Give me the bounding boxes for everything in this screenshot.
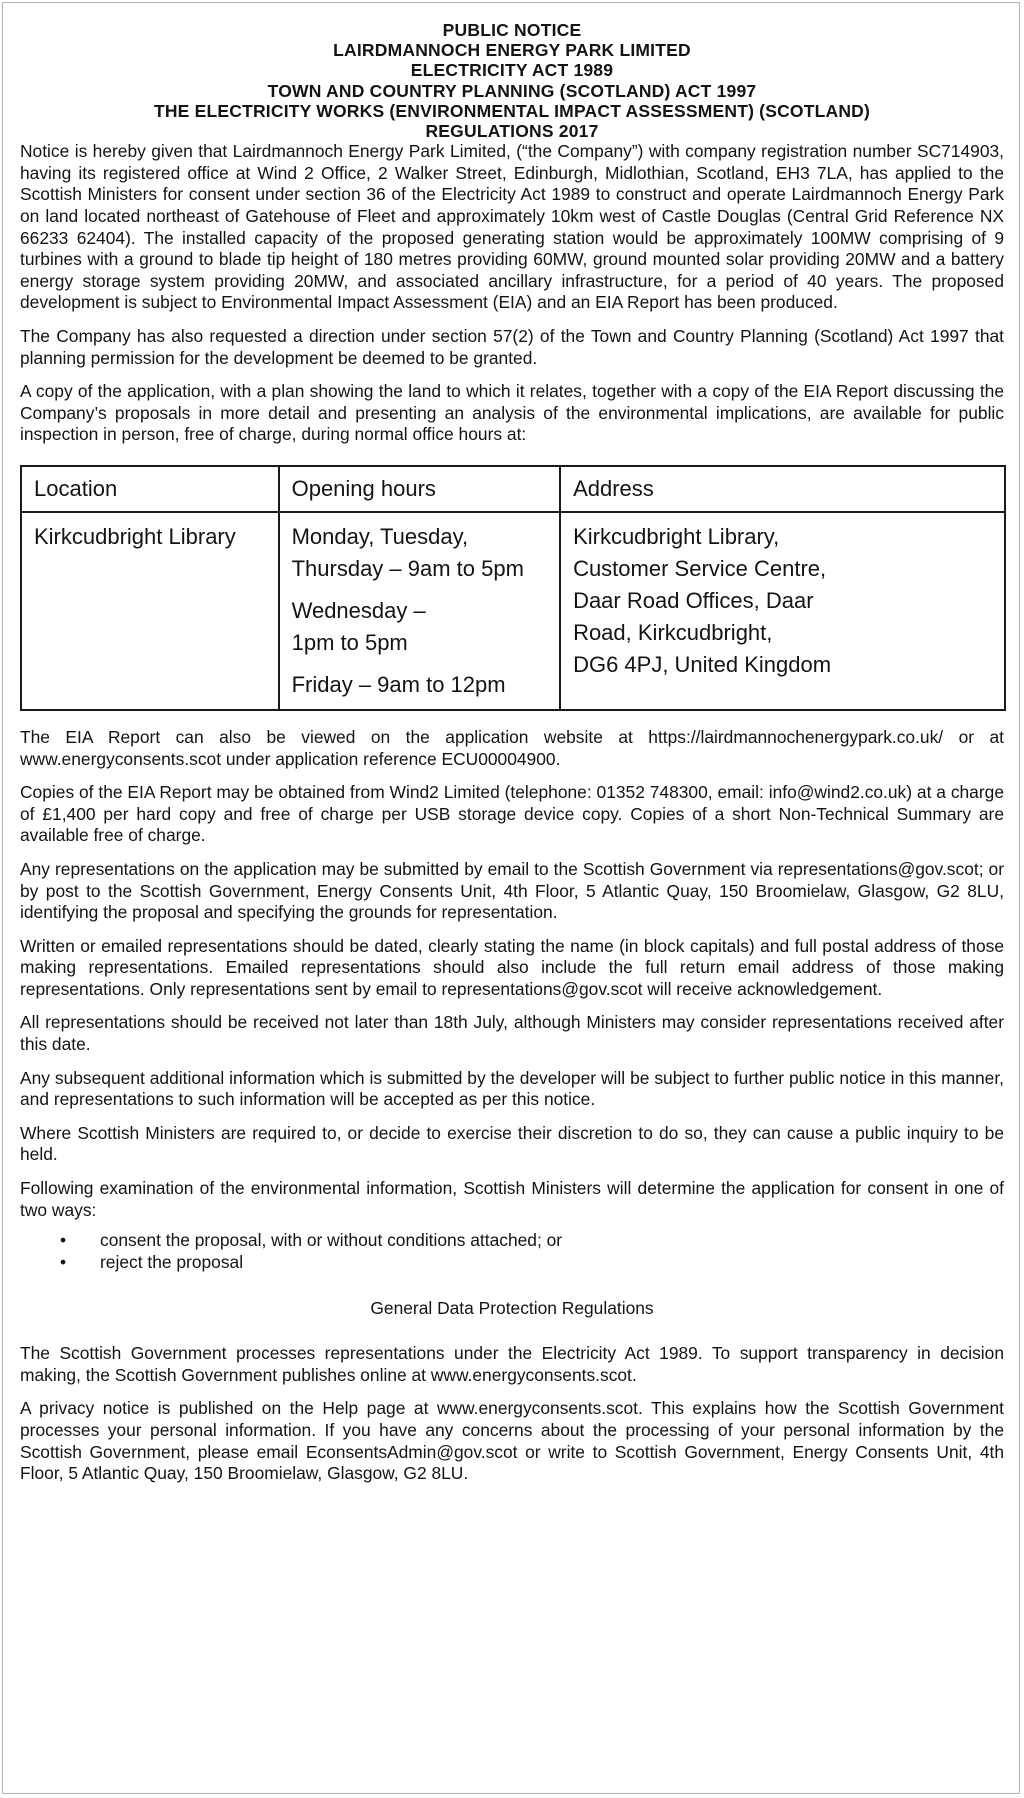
public-notice	[20, 20, 1004, 1485]
body-paragraph: The EIA Report can also be viewed on the application website at https://lairdmannochenergypark.co.uk/ or at www.energyconsents.scot under application reference ECU00004900.	[20, 726, 1004, 769]
location-name: Kirkcudbright Library	[34, 523, 236, 549]
intro-paragraph: A copy of the application, with a plan showing the land to which it relates, together with a copy of the EIA Report discussing the Company’s proposals in more detail and presenting an analysis of the environmental implications, are available for public inspection in person, free of charge, during normal office hours at:	[20, 381, 1004, 445]
option-text: consent the proposal, with or without conditions attached; or	[100, 1230, 563, 1251]
notice-heading	[20, 20, 1004, 141]
list-item	[60, 1229, 1004, 1251]
location-cell	[21, 512, 279, 710]
hours-line: 1pm to 5pm	[291, 629, 408, 655]
column-header-location: Location	[21, 466, 279, 512]
body-paragraph: Following examination of the environmental information, Scottish Ministers will determine the application for consent in one of two ways:	[20, 1178, 1004, 1220]
hours-line: Monday, Tuesday,	[291, 523, 469, 549]
body-paragraph: Written or emailed representations should be dated, clearly stating the name (in block capitals) and full postal address of those making representations. Emailed representations should also include the full return email address of those making representations. Only representations sent by email to representations@gov.scot will receive acknowledgement.	[20, 935, 1004, 999]
hours-line: Thursday – 9am to 5pm	[291, 555, 524, 581]
address-cell	[560, 512, 1005, 710]
body-paragraph: Copies of the EIA Report may be obtained from Wind2 Limited (telephone: 01352 748300, email: info@wind2.co.uk) at a charge of £1,400 per hard copy and free of charge per USB storage device copy. Copies of a short Non-Technical Summary are available free of charge.	[20, 782, 1004, 846]
heading-line: ELECTRICITY ACT 1989	[410, 60, 614, 81]
intro-paragraph: Notice is hereby given that Lairdmannoch Energy Park Limited, (“the Company”) with company registration number SC714903, having its registered office at Wind 2 Office, 2 Walker Street, Edinburgh, Midlothian, Scotland, EH3 7LA, has applied to the Scottish Ministers for consent under section 36 of the Electricity Act 1989 to construct and operate Lairdmannoch Energy Park on land located northeast of Gatehouse of Fleet and approximately 10km west of Castle Douglas (Central Grid Reference NX 66233 62404). The installed capacity of the proposed generating station would be approximately 100MW comprising of 9 turbines with a ground to blade tip height of 180 metres providing 60MW, ground mounted solar providing 20MW and a battery energy storage system providing 20MW, and associated ancillary infrastructure, for a period of 40 years. The proposed development is subject to Environmental Impact Assessment (EIA) and an EIA Report has been produced.	[20, 141, 1004, 313]
body-paragraph: Any subsequent additional information which is submitted by the developer will be subject to further public notice in this manner, and representations to such information will be accepted as per this notice.	[20, 1067, 1004, 1110]
heading-line: PUBLIC NOTICE	[442, 20, 582, 40]
hours-line: Wednesday –	[291, 597, 426, 623]
body-paragraph: Where Scottish Ministers are required to, or decide to exercise their discretion to do so, they can cause a public inquiry to be held.	[20, 1122, 1004, 1165]
intro-paragraph: The Company has also requested a direction under section 57(2) of the Town and Country Planning (Scotland) Act 1997 that planning permission for the development be deemed to be granted.	[20, 325, 1004, 368]
body-paragraph: All representations should be received not later than 18th July, although Ministers may consider representations received after this date.	[20, 1012, 1004, 1055]
column-header-opening-hours: Opening hours	[279, 466, 560, 512]
hours-entry	[292, 669, 547, 701]
address-line: Kirkcudbright Library,	[573, 523, 780, 549]
address-line: Road, Kirkcudbright,	[573, 619, 773, 645]
address-line: DG6 4PJ, United Kingdom	[573, 651, 832, 677]
body-paragraph: Any representations on the application may be submitted by email to the Scottish Government via representations@gov.scot; or by post to the Scottish Government, Energy Consents Unit, 4th Floor, 5 Atlantic Quay, 150 Broomielaw, Glasgow, G2 8LU, identifying the proposal and specifying the grounds for representation.	[20, 858, 1004, 923]
address-line: Customer Service Centre,	[573, 555, 827, 581]
hours-line: Friday – 9am to 12pm	[291, 671, 506, 697]
address-line: Daar Road Offices, Daar	[573, 587, 814, 613]
heading-line: REGULATIONS 2017	[425, 121, 599, 142]
gdpr-heading: General Data Protection Regulations	[370, 1298, 654, 1319]
opening-hours-cell	[279, 512, 560, 710]
column-header-address: Address	[560, 466, 1005, 512]
table-header-row	[21, 466, 1005, 512]
hours-entry	[292, 595, 547, 659]
heading-line: LAIRDMANNOCH ENERGY PARK LIMITED	[333, 40, 691, 61]
decision-options-list	[60, 1229, 1004, 1273]
bullet-icon: •	[60, 1252, 67, 1273]
gdpr-paragraph: The Scottish Government processes representations under the Electricity Act 1989. To support transparency in decision making, the Scottish Government publishes online at www.energyconsents.scot.	[20, 1343, 1004, 1385]
list-item	[60, 1251, 1004, 1273]
option-text: reject the proposal	[100, 1252, 244, 1273]
heading-line: TOWN AND COUNTRY PLANNING (SCOTLAND) ACT 1997	[267, 80, 757, 101]
gdpr-paragraph: A privacy notice is published on the Help page at www.energyconsents.scot. This explains how the Scottish Government processes your personal information. If you have any concerns about the processing of your personal information by the Scottish Government, please email EconsentsAdmin@gov.scot or write to Scottish Government, Energy Consents Unit, 4th Floor, 5 Atlantic Quay, 150 Broomielaw, Glasgow, G2 8LU.	[20, 1398, 1004, 1484]
hours-entry	[292, 521, 547, 585]
heading-line: THE ELECTRICITY WORKS (ENVIRONMENTAL IMPACT ASSESSMENT) (SCOTLAND)	[153, 100, 871, 121]
bullet-icon: •	[60, 1230, 67, 1251]
table-row	[21, 512, 1005, 710]
inspection-venue-table	[20, 465, 1006, 711]
